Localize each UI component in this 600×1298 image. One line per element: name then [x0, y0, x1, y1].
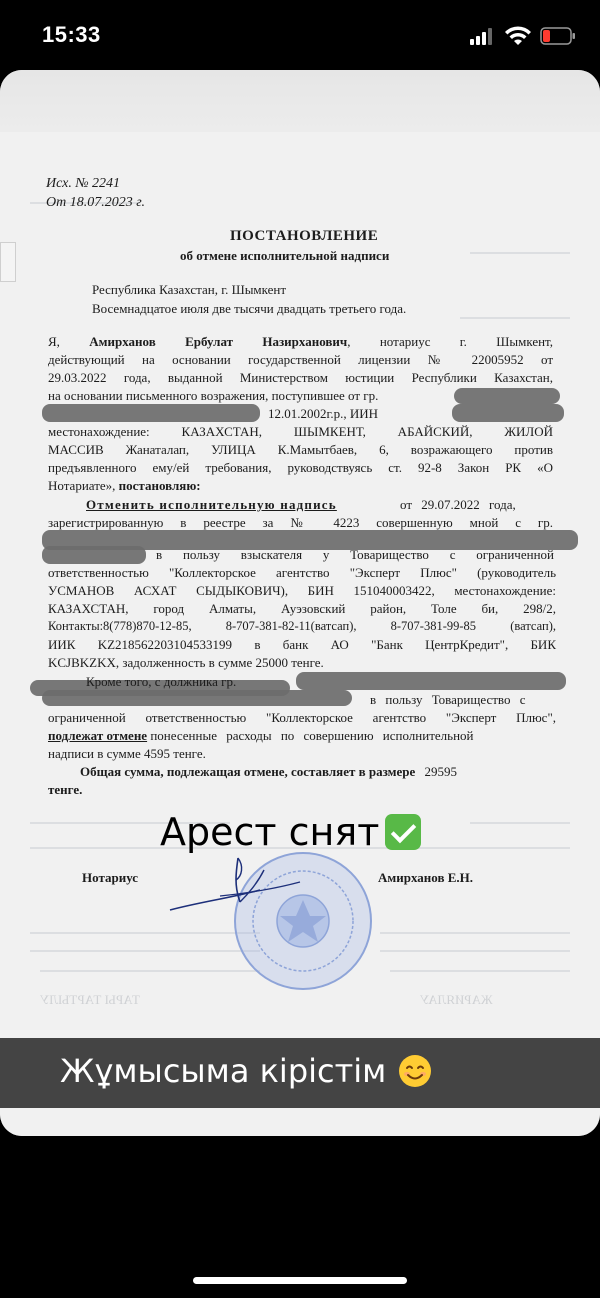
bleed-mark	[40, 970, 260, 972]
story-card[interactable]	[0, 70, 600, 1136]
bleed-mark	[390, 970, 570, 972]
para2-text: Контакты:8(778)870-12-85, 8-707-381-82-11(ватсап), 8-707-381-99-85 (ватсап),	[48, 619, 556, 633]
signature-icon	[160, 850, 310, 920]
para2-line	[48, 637, 556, 653]
para1-line: на основании письменного возражения, поступившее от гр.	[48, 388, 379, 403]
wifi-icon	[504, 25, 532, 47]
also-line: Кроме того, с должника гр.	[86, 674, 237, 689]
para1-text: действующий на основании государственной лицензии № 22005952 от	[48, 352, 553, 367]
caption-text: Жұмысыма кірістім	[60, 1052, 387, 1090]
para1-line	[48, 352, 553, 368]
bleed-mark	[470, 252, 570, 254]
cancel-action	[86, 497, 337, 513]
arrest-caption	[160, 810, 421, 854]
status-bar	[0, 0, 600, 70]
also-org	[48, 710, 556, 726]
para1-text: МАССИВ Жанаталап, УЛИЦА К.Мамытбаев, 6, возражающего против	[48, 442, 553, 457]
resolve-bold: постановляю:	[118, 478, 201, 493]
home-indicator[interactable]	[193, 1277, 407, 1284]
redaction	[42, 404, 260, 422]
para2-line	[156, 547, 554, 563]
redaction	[452, 404, 564, 422]
para2-line	[48, 601, 556, 617]
para1-line	[48, 370, 553, 386]
para2-line	[48, 565, 556, 581]
cancel-action-text: Отменить исполнительную надпись	[86, 497, 337, 512]
paper-edge	[0, 70, 600, 132]
para1-line	[48, 478, 201, 494]
para1-line	[48, 334, 553, 350]
registered-line	[48, 515, 553, 531]
total-amount: 29595	[424, 764, 458, 779]
para1-post: , нотариус г. Шымкент,	[347, 334, 553, 349]
subject-bold: подлежат отмене	[48, 728, 148, 743]
total-line2: тенге.	[48, 782, 83, 797]
registered-text: зарегистрированную в реестре за № 4223 совершенную мной с гр.	[48, 515, 553, 530]
total-line	[80, 764, 457, 780]
smile-emoji-icon	[398, 1054, 432, 1088]
notary-label: Нотариус	[82, 870, 139, 885]
doc-title: ПОСТАНОВЛЕНИЕ	[230, 228, 379, 244]
total-text: Общая сумма, подлежащая отмене, составляет в размере	[80, 764, 416, 779]
bleed-mark	[30, 950, 260, 952]
doc-place: Республика Казахстан, г. Шымкент	[92, 282, 287, 297]
bleed-mark	[460, 317, 570, 319]
para1-text: предъявленного ему/ей требования, руководствуясь ст. 92-8 Закон РК «О	[48, 460, 553, 475]
ref-number: Исх. № 2241	[46, 176, 121, 191]
bleed-text: ТАРЫ ТАРТЫЛУ	[40, 992, 140, 1007]
caption	[60, 1052, 432, 1090]
caption-bar	[0, 1038, 600, 1108]
para2-line	[48, 583, 556, 599]
bleed-mark	[380, 950, 570, 952]
redaction	[42, 546, 146, 564]
status-time: 15:33	[42, 22, 101, 47]
paper-strip	[0, 242, 16, 282]
redaction	[454, 388, 560, 404]
bleed-mark	[30, 932, 260, 934]
para1-line	[48, 424, 553, 440]
para2-text: в пользу взыскателя у Товарищество с ограниченной	[156, 547, 554, 562]
subject-line	[48, 728, 473, 744]
para2-line: KCJBKZKX, задолженность в сумме 25000 тенге.	[48, 655, 324, 670]
subject-rest: понесенные расходы по совершению исполнительной	[150, 728, 474, 743]
notary-name: Амирханов Е.Н.	[378, 870, 474, 885]
doc-subtitle: об отмене исполнительной надписи	[180, 248, 390, 263]
para2-text: УСМАНОВ АСХАТ СЫДЫКОВИЧ), БИН 151040003422, местонахождение:	[48, 583, 556, 598]
notary-name-bold: Амирханов Ербулат Назирханович	[89, 334, 348, 349]
para2-line	[48, 619, 556, 634]
para1-pre: Нотариате»,	[48, 478, 119, 493]
redaction	[42, 690, 352, 706]
bleed-text: ЖАРИЯЛАУ	[420, 992, 493, 1007]
ref-date: От 18.07.2023 г.	[46, 195, 145, 210]
also-org-text: ограниченной ответственностью "Коллекторское агентство "Эксперт Плюс",	[48, 710, 556, 725]
para2-text: ИИК KZ218562203104533199 в банк АО "Банк ЦентрКредит", БИК	[48, 637, 556, 652]
arrest-caption-text: Арест снят	[160, 810, 380, 854]
check-mark-icon	[385, 814, 421, 850]
also-favor: в пользу Товарищество с	[370, 692, 526, 707]
bleed-mark	[470, 822, 570, 824]
battery-icon	[540, 27, 576, 45]
para1-text: 29.03.2022 года, выданной Министерством юстиции Республики Казахстан,	[48, 370, 553, 385]
para1-line	[48, 460, 553, 476]
para2-text: КАЗАХСТАН, город Алматы, Ауэзовский район, Толе би, 298/2,	[48, 601, 556, 616]
para1-line	[48, 442, 553, 458]
para1-text: местонахождение: КАЗАХСТАН, ШЫМКЕНТ, АБАЙСКИЙ, ЖИЛОЙ	[48, 424, 553, 439]
para2-text: ответственностью "Коллекторское агентство "Эксперт Плюс" (руководитель	[48, 565, 556, 580]
para1-line: 12.01.2002г.р., ИИН	[268, 406, 379, 421]
doc-date-words: Восемнадцатое июля две тысячи двадцать третьего года.	[92, 301, 407, 316]
subject-amount: надписи в сумме 4595 тенге.	[48, 746, 206, 761]
document-photo	[0, 132, 600, 1136]
cancel-from: от 29.07.2022 года,	[400, 497, 516, 512]
cellular-signal-icon	[470, 27, 496, 45]
bleed-mark	[380, 932, 570, 934]
para1-pre: Я,	[48, 334, 90, 349]
redaction	[296, 672, 566, 690]
